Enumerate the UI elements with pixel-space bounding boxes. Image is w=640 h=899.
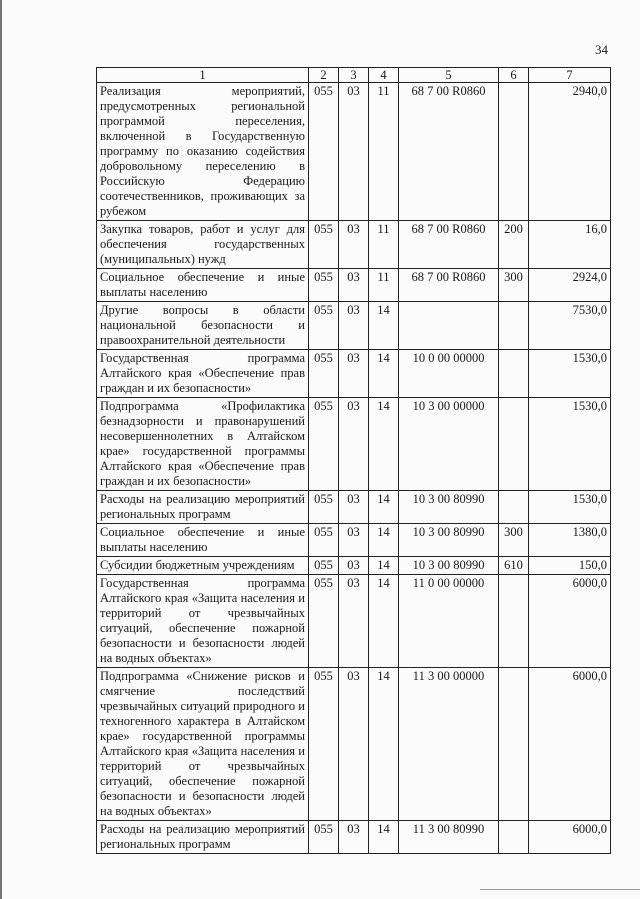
- expense-type-code: 300: [499, 524, 529, 557]
- section-code: 03: [339, 557, 369, 575]
- target-article-code: 10 3 00 80990: [399, 491, 499, 524]
- row-name: Социальное обеспечение и иные выплаты населению: [97, 524, 309, 557]
- target-article-code: 11 0 00 00000: [399, 575, 499, 668]
- subsection-code: 11: [369, 221, 399, 269]
- row-name: Другие вопросы в области национальной безопасности и правоохранительной деятельности: [97, 302, 309, 350]
- table-row: [97, 269, 611, 302]
- amount: 7530,0: [529, 302, 611, 350]
- table-header-row: [97, 68, 611, 83]
- section-code: 03: [339, 350, 369, 398]
- ministry-code: 055: [309, 269, 339, 302]
- target-article-code: 10 3 00 80990: [399, 524, 499, 557]
- ministry-code: 055: [309, 350, 339, 398]
- subsection-code: 14: [369, 557, 399, 575]
- amount: 1530,0: [529, 398, 611, 491]
- table-row: [97, 821, 611, 854]
- header-col-4: 4: [369, 68, 399, 83]
- ministry-code: 055: [309, 221, 339, 269]
- table-row: [97, 302, 611, 350]
- amount: 150,0: [529, 557, 611, 575]
- subsection-code: 14: [369, 398, 399, 491]
- subsection-code: 14: [369, 668, 399, 821]
- expense-type-code: 610: [499, 557, 529, 575]
- row-name: Реализация мероприятий, предусмотренных региональной программой переселения, включенной в Государственную программу по оказанию содействия добровольному переселению в Российскую Федерацию соотечественников, проживающих за рубежом: [97, 83, 309, 221]
- section-code: 03: [339, 83, 369, 221]
- amount: 1380,0: [529, 524, 611, 557]
- scan-bottom-edge: [480, 889, 640, 890]
- target-article-code: 10 3 00 00000: [399, 398, 499, 491]
- ministry-code: 055: [309, 557, 339, 575]
- table-row: [97, 524, 611, 557]
- ministry-code: 055: [309, 491, 339, 524]
- scan-left-edge: [0, 0, 2, 899]
- expense-type-code: 300: [499, 269, 529, 302]
- section-code: 03: [339, 821, 369, 854]
- table-row: [97, 83, 611, 221]
- section-code: 03: [339, 302, 369, 350]
- row-name: Закупка товаров, работ и услуг для обеспечения государственных (муниципальных) нужд: [97, 221, 309, 269]
- row-name: Субсидии бюджетным учреждениям: [97, 557, 309, 575]
- table-row: [97, 491, 611, 524]
- row-name: Социальное обеспечение и иные выплаты населению: [97, 269, 309, 302]
- expense-type-code: [499, 668, 529, 821]
- subsection-code: 11: [369, 269, 399, 302]
- section-code: 03: [339, 575, 369, 668]
- row-name: Расходы на реализацию мероприятий региональных программ: [97, 821, 309, 854]
- subsection-code: 14: [369, 575, 399, 668]
- ministry-code: 055: [309, 575, 339, 668]
- amount: 1530,0: [529, 350, 611, 398]
- expense-type-code: [499, 350, 529, 398]
- target-article-code: 11 3 00 80990: [399, 821, 499, 854]
- target-article-code: [399, 302, 499, 350]
- target-article-code: 11 3 00 00000: [399, 668, 499, 821]
- section-code: 03: [339, 221, 369, 269]
- row-name: Расходы на реализацию мероприятий региональных программ: [97, 491, 309, 524]
- header-col-5: 5: [399, 68, 499, 83]
- expense-type-code: [499, 821, 529, 854]
- target-article-code: 68 7 00 R0860: [399, 83, 499, 221]
- table-row: [97, 668, 611, 821]
- expense-type-code: [499, 302, 529, 350]
- amount: 16,0: [529, 221, 611, 269]
- section-code: 03: [339, 398, 369, 491]
- amount: 6000,0: [529, 821, 611, 854]
- header-col-1: 1: [97, 68, 309, 83]
- target-article-code: 10 0 00 00000: [399, 350, 499, 398]
- amount: 2924,0: [529, 269, 611, 302]
- ministry-code: 055: [309, 668, 339, 821]
- subsection-code: 14: [369, 350, 399, 398]
- ministry-code: 055: [309, 302, 339, 350]
- table-body: [97, 83, 611, 854]
- budget-table: [96, 67, 611, 854]
- table-row: [97, 557, 611, 575]
- header-col-2: 2: [309, 68, 339, 83]
- amount: 6000,0: [529, 575, 611, 668]
- row-name: Государственная программа Алтайского края «Защита населения и территорий от чрезвычайных ситуаций, обеспечение пожарной безопасности и безопасности людей на водных объектах»: [97, 575, 309, 668]
- expense-type-code: 200: [499, 221, 529, 269]
- row-name: Подпрограмма «Снижение рисков и смягчение последствий чрезвычайных ситуаций природного и техногенного характера в Алтайском крае» государственной программы Алтайского края «Защита населения и территорий от чрезвычайных ситуаций, обеспечение пожарной безопасности и безопасности людей на водных объектах»: [97, 668, 309, 821]
- subsection-code: 14: [369, 524, 399, 557]
- row-name: Подпрограмма «Профилактика безнадзорности и правонарушений несовершеннолетних в Алтайском крае» государственной программы Алтайского края «Обеспечение прав граждан и их безопасности»: [97, 398, 309, 491]
- ministry-code: 055: [309, 524, 339, 557]
- target-article-code: 68 7 00 R0860: [399, 269, 499, 302]
- target-article-code: 68 7 00 R0860: [399, 221, 499, 269]
- table-row: [97, 575, 611, 668]
- expense-type-code: [499, 491, 529, 524]
- amount: 1530,0: [529, 491, 611, 524]
- header-col-7: 7: [529, 68, 611, 83]
- expense-type-code: [499, 575, 529, 668]
- ministry-code: 055: [309, 821, 339, 854]
- section-code: 03: [339, 491, 369, 524]
- header-col-6: 6: [499, 68, 529, 83]
- subsection-code: 11: [369, 83, 399, 221]
- table-row: [97, 398, 611, 491]
- section-code: 03: [339, 269, 369, 302]
- page-number: 34: [595, 42, 608, 57]
- subsection-code: 14: [369, 491, 399, 524]
- section-code: 03: [339, 524, 369, 557]
- subsection-code: 14: [369, 821, 399, 854]
- ministry-code: 055: [309, 83, 339, 221]
- amount: 6000,0: [529, 668, 611, 821]
- expense-type-code: [499, 83, 529, 221]
- row-name: Государственная программа Алтайского края «Обеспечение прав граждан и их безопасности»: [97, 350, 309, 398]
- subsection-code: 14: [369, 302, 399, 350]
- ministry-code: 055: [309, 398, 339, 491]
- table-row: [97, 221, 611, 269]
- header-col-3: 3: [339, 68, 369, 83]
- amount: 2940,0: [529, 83, 611, 221]
- section-code: 03: [339, 668, 369, 821]
- target-article-code: 10 3 00 80990: [399, 557, 499, 575]
- expense-type-code: [499, 398, 529, 491]
- table-row: [97, 350, 611, 398]
